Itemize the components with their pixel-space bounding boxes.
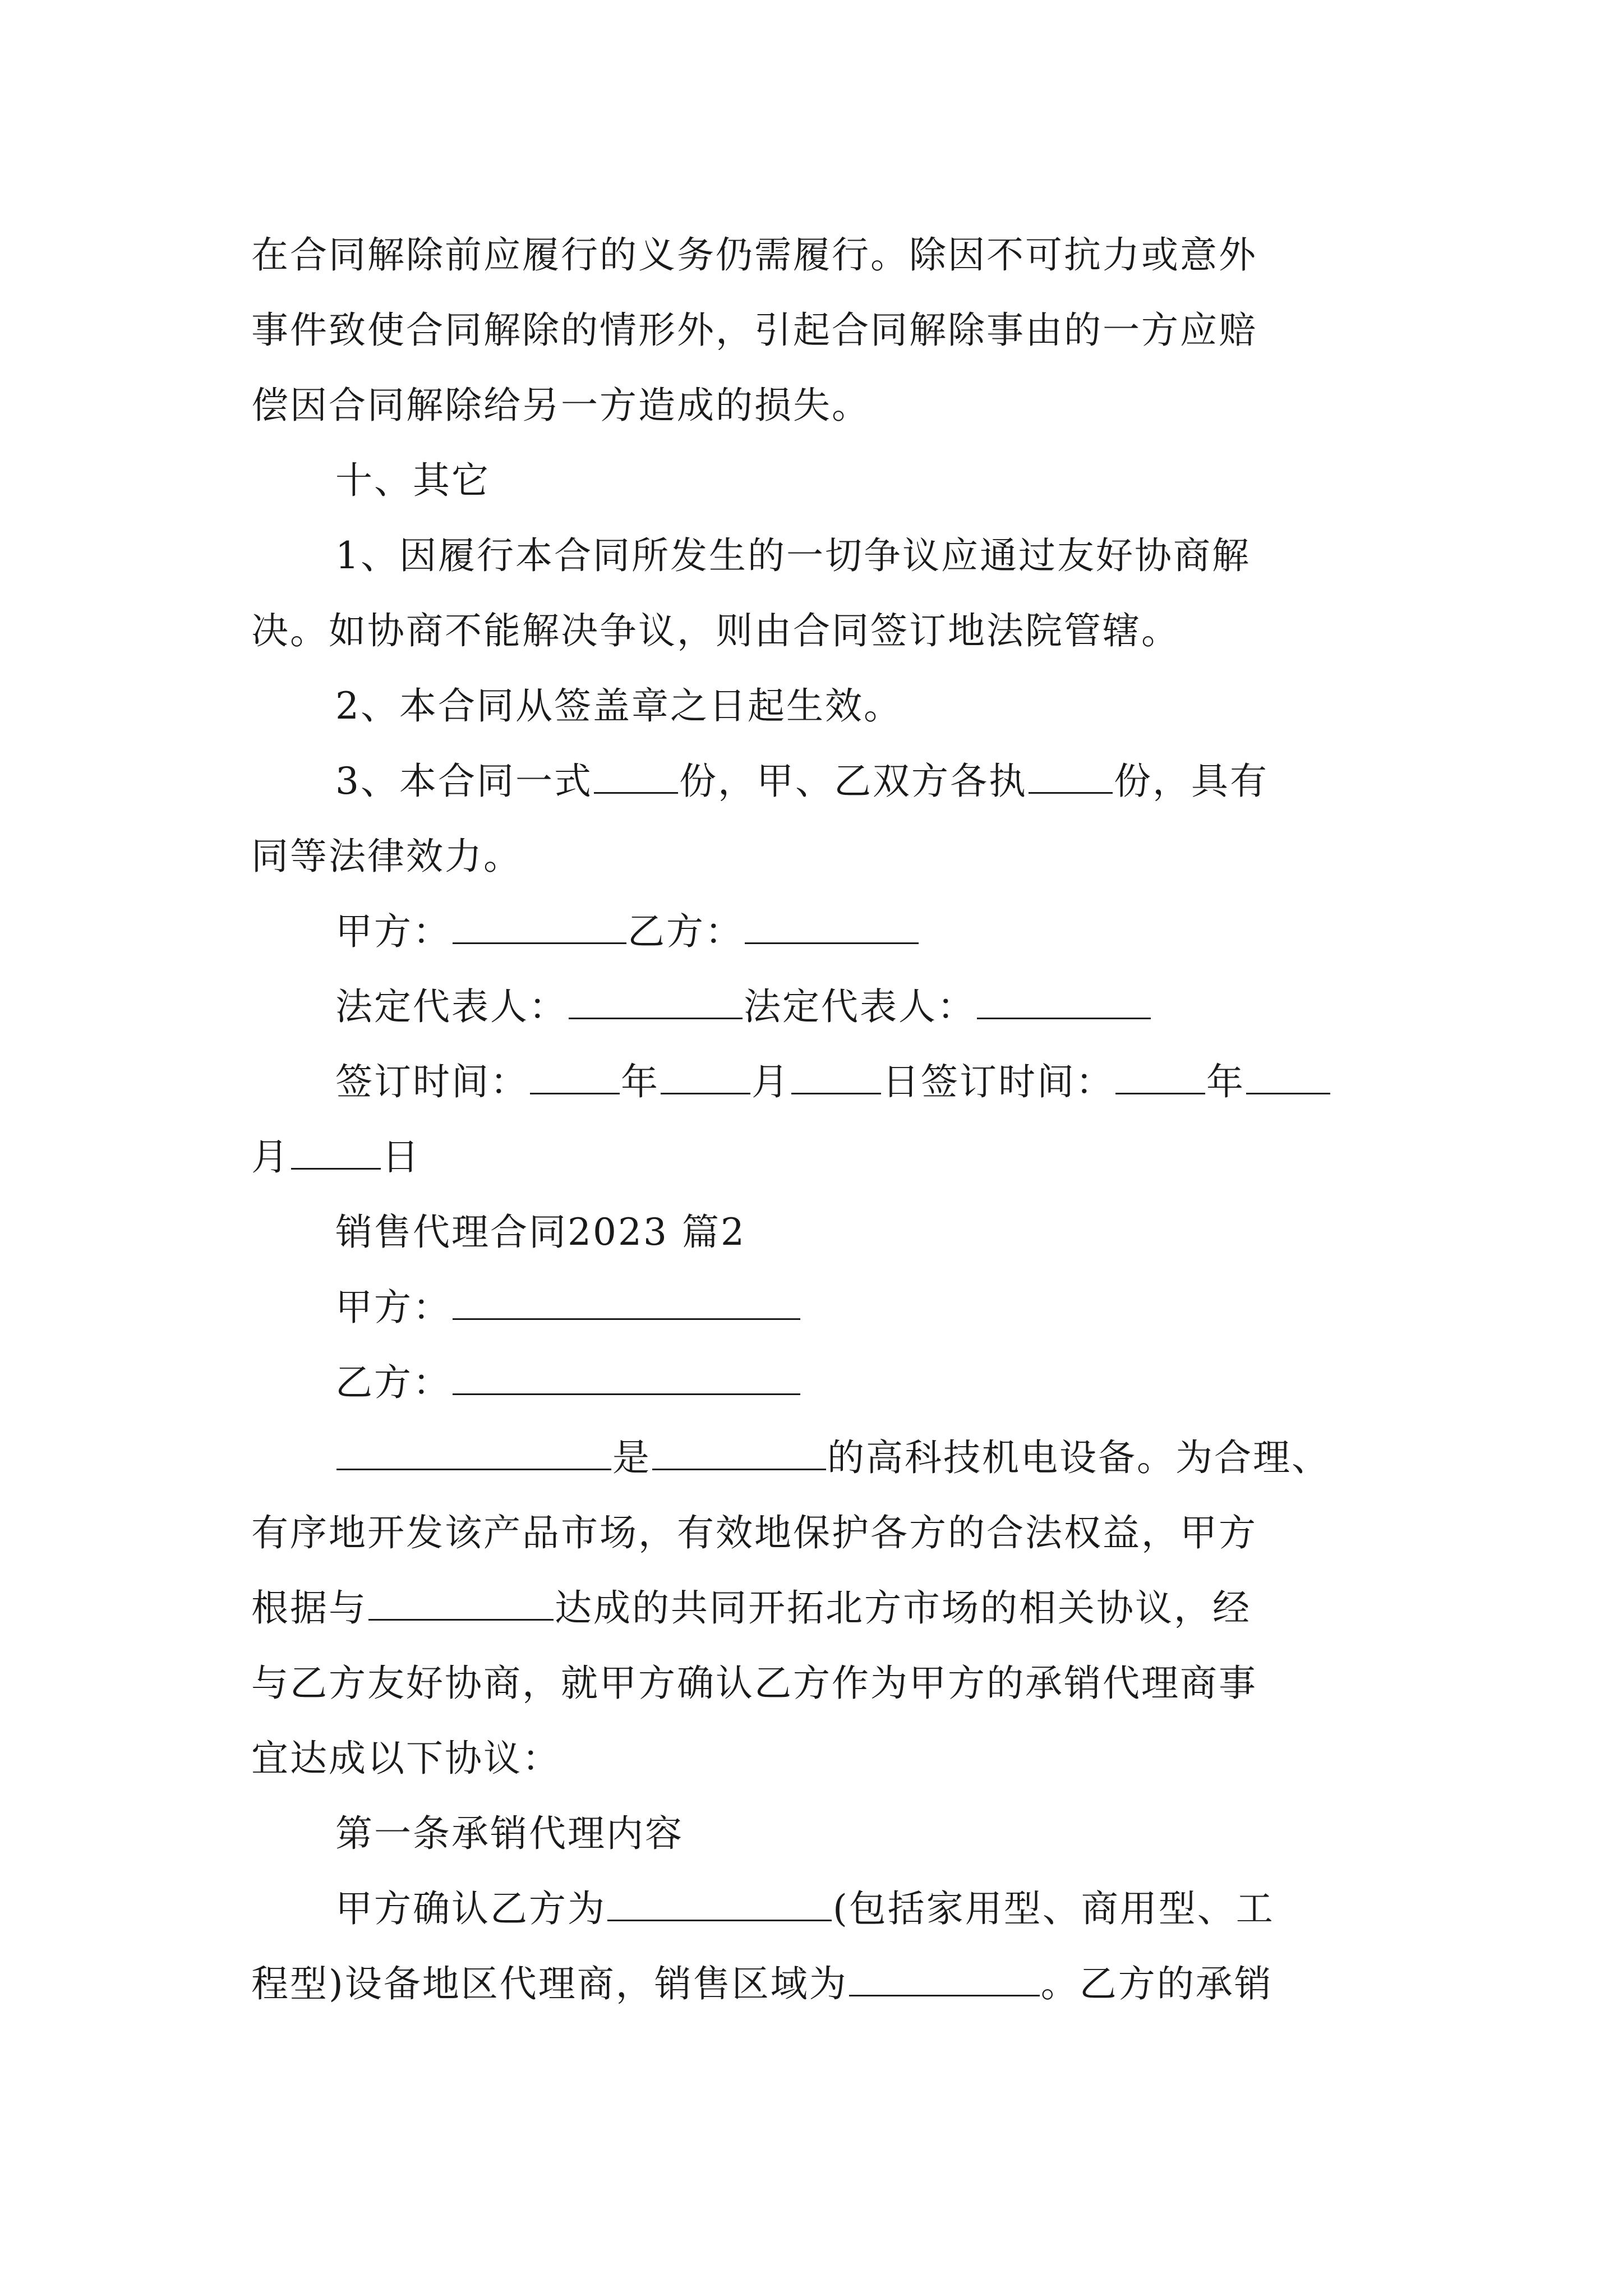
paragraph-line xyxy=(251,1871,1390,1947)
fill-blank xyxy=(607,1887,832,1921)
paragraph-line: 宜达成以下协议： xyxy=(251,1737,561,1780)
paragraph-line xyxy=(251,1571,1390,1646)
signature-line xyxy=(251,894,1390,969)
fill-blank xyxy=(745,910,919,944)
paragraph-line: 在合同解除前应履行的义务仍需履行。除因不可抗力或意外 xyxy=(251,233,1257,277)
text-segment: (包括家用型、商用型、工 xyxy=(833,1887,1275,1930)
fill-blank xyxy=(453,1286,800,1320)
text-segment: 份，甲、乙双方各执 xyxy=(679,760,1027,803)
paragraph-line: 偿因合同解除给另一方造成的损失。 xyxy=(251,384,870,427)
text-segment: 达成的共同开拓北方市场的相关协议，经 xyxy=(555,1586,1251,1630)
article-heading: 第一条承销代理内容 xyxy=(335,1812,684,1855)
text-segment: 甲方： xyxy=(335,910,451,953)
fill-blank xyxy=(336,1436,611,1470)
text-segment: 甲方确认乙方为 xyxy=(335,1887,606,1930)
text-segment: 程型)设备地区代理商，销售区域为 xyxy=(251,1962,848,2005)
fill-blank xyxy=(569,985,743,1019)
fill-blank xyxy=(594,760,678,794)
date-line xyxy=(251,1045,1390,1120)
paragraph-line: 决。如协商不能解决争议，则由合同签订地法院管辖。 xyxy=(251,609,1180,652)
party-line xyxy=(251,1270,1390,1345)
text-segment: 份，具有 xyxy=(1114,760,1269,803)
paragraph-line: 与乙方友好协商，就甲方确认乙方作为甲方的承销代理商事 xyxy=(251,1662,1257,1705)
paragraph-line: 2、本合同从签盖章之日起生效。 xyxy=(335,684,902,728)
text-segment: 月 xyxy=(251,1135,290,1179)
paragraph-line xyxy=(251,1947,1390,2022)
text-segment: 日签订时间： xyxy=(882,1060,1114,1103)
text-segment: 3、本合同一式 xyxy=(335,760,593,803)
section-title: 销售代理合同2023 篇2 xyxy=(335,1211,746,1254)
fill-blank xyxy=(977,985,1151,1019)
signature-line xyxy=(251,969,1390,1045)
party-line xyxy=(251,1345,1390,1420)
fill-blank xyxy=(453,1361,800,1395)
paragraph-line xyxy=(251,744,1390,819)
text-segment: 年 xyxy=(621,1060,660,1103)
text-segment: 乙方： xyxy=(335,1361,451,1404)
fill-blank xyxy=(368,1586,554,1621)
fill-blank xyxy=(1246,1060,1330,1094)
text-segment: 法定代表人： xyxy=(744,985,976,1028)
text-segment: 的高科技机电设备。为合理、 xyxy=(827,1436,1330,1479)
fill-blank xyxy=(652,1436,826,1470)
paragraph-line: 同等法律效力。 xyxy=(251,835,522,878)
text-segment: 乙方： xyxy=(628,910,744,953)
fill-blank xyxy=(1029,760,1113,794)
text-segment: 签订时间： xyxy=(335,1060,529,1103)
paragraph-line: 1、因履行本合同所发生的一切争议应通过友好协商解 xyxy=(335,534,1251,577)
section-heading: 十、其它 xyxy=(335,459,490,502)
paragraph-line: 事件致使合同解除的情形外，引起合同解除事由的一方应赔 xyxy=(251,309,1257,352)
paragraph-line: 有序地开发该产品市场，有效地保护各方的合法权益，甲方 xyxy=(251,1511,1257,1554)
fill-blank xyxy=(661,1060,750,1094)
text-segment: 。乙方的承销 xyxy=(1040,1962,1273,2005)
fill-blank xyxy=(1115,1060,1205,1094)
text-segment: 是 xyxy=(612,1436,651,1479)
text-segment: 甲方： xyxy=(335,1286,451,1329)
text-segment: 年 xyxy=(1206,1060,1245,1103)
fill-blank xyxy=(291,1135,381,1170)
fill-blank xyxy=(453,910,626,944)
paragraph-line xyxy=(251,1420,1390,1496)
fill-blank xyxy=(849,1962,1040,1996)
document-page xyxy=(251,218,1390,2022)
text-segment: 根据与 xyxy=(251,1586,367,1630)
text-segment: 法定代表人： xyxy=(335,985,568,1028)
fill-blank xyxy=(530,1060,620,1094)
date-line xyxy=(251,1120,1390,1195)
text-segment: 日 xyxy=(382,1135,421,1179)
text-segment: 月 xyxy=(751,1060,790,1103)
fill-blank xyxy=(791,1060,881,1094)
